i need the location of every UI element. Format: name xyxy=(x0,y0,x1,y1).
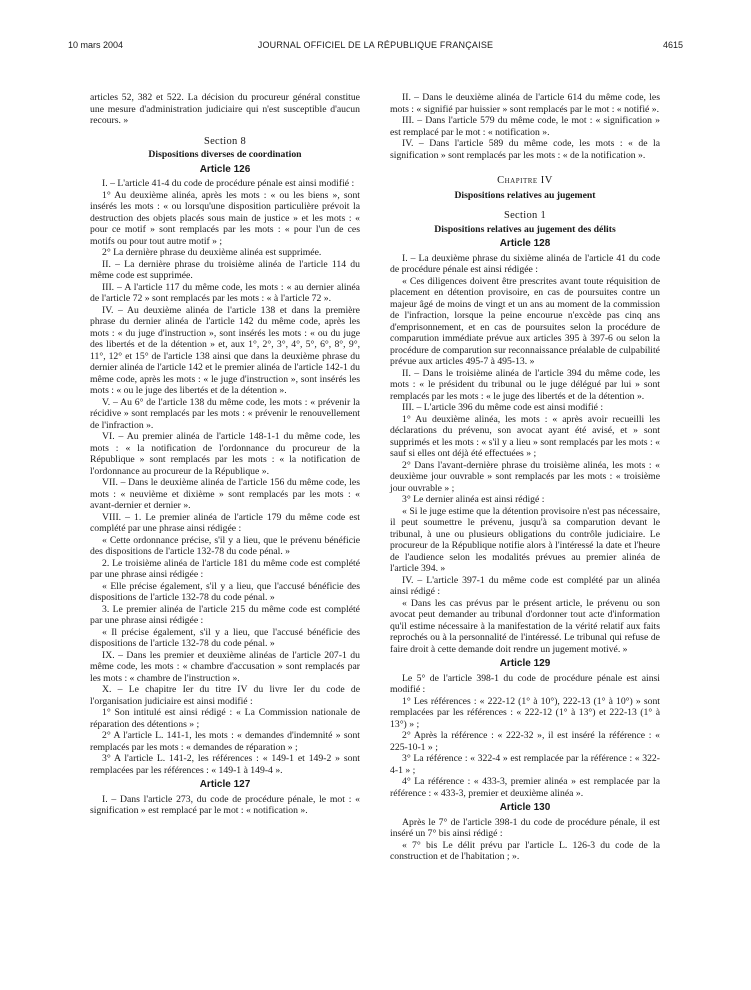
journal-title: JOURNAL OFFICIEL DE LA RÉPUBLIQUE FRANÇAISE xyxy=(257,40,494,50)
paragraph: IV. – L'article 397-1 du même code est complété par un alinéa ainsi rédigé : xyxy=(390,574,660,597)
paragraph: IV. – Dans l'article 589 du même code, les mots : « de la signification » sont remplacés par les mots : « de la notification ». xyxy=(390,138,660,161)
paragraph: II. – Dans le deuxième alinéa de l'article 614 du même code, les mots : « signifié par huissier » sont remplacés par le mot : « notifié ». xyxy=(390,92,660,115)
left-column xyxy=(90,92,360,817)
paragraph: 2. Le troisième alinéa de l'article 181 du même code est complété par une phrase ainsi rédigée : xyxy=(90,557,360,580)
paragraph: « 7° bis Le délit prévu par l'article L. 126-3 du code de la construction et de l'habitation ; ». xyxy=(390,839,660,862)
dispositions-heading: Dispositions diverses de coordination xyxy=(148,149,302,160)
paragraph: II. – Dans le troisième alinéa de l'article 394 du même code, les mots : « le président du tribunal ou le juge délégué par lui » sont remplacés par les mots : « le juge des libertés et de la détention ». xyxy=(390,367,660,402)
paragraph: 4° La référence : « 433-3, premier alinéa » est remplacée par la référence : « 433-3, premier et deuxième alinéa ». xyxy=(390,776,660,799)
paragraph: 2° Après la référence : « 222-32 », il est inséré la référence : « 225-10-1 » ; xyxy=(390,730,660,753)
paragraph: « Cette ordonnance précise, s'il y a lieu, que le prévenu bénéficie des dispositions de l'article 132-78 du code pénal. » xyxy=(90,534,360,557)
paragraph: VIII. – 1. Le premier alinéa de l'article 179 du même code est complété par une phrase ainsi rédigée : xyxy=(90,511,360,534)
paragraph: I. – L'article 41-4 du code de procédure pénale est ainsi modifié : xyxy=(102,178,355,189)
paragraph: VII. – Dans le deuxième alinéa de l'article 156 du même code, les mots : « neuvième et dixième » sont remplacés par les mots : « avant-dernier et dernier ». xyxy=(90,477,360,511)
paragraph: 2° La dernière phrase du deuxième alinéa est supprimée. xyxy=(102,247,322,258)
article-heading: Article 130 xyxy=(499,802,551,813)
dispositions-heading: Dispositions relatives au jugement xyxy=(454,189,596,201)
paragraph: 3° A l'article L. 141-2, les références : « 149-1 et 149-2 » sont remplacées par les références : « 149-1 à 149-4 ». xyxy=(90,753,360,776)
paragraph: V. – Au 6° de l'article 138 du même code, les mots : « prévenir la récidive » sont remplacés par les mots : « prévenir le renouvellement de l'infraction ». xyxy=(90,396,360,431)
chapter-heading: Chapitre IV xyxy=(497,175,553,186)
article-heading: Article 126 xyxy=(199,163,251,175)
dispositions-heading: Dispositions relatives au jugement des délits xyxy=(434,223,616,235)
paragraph: X. – Le chapitre Ier du titre IV du livre Ier du code de l'organisation judiciaire est ainsi modifié : xyxy=(90,684,360,707)
section-heading: Section 8 xyxy=(203,135,247,147)
paragraph: IV. – Au deuxième alinéa de l'article 138 et dans la première phrase du dernier alinéa de l'article 142 du même code, après les mots : « du juge d'instruction », sont insérés les mots : « ou du juge des libertés et de la détention » et, aux 1°, 2°, 3°, 4°, 5°, 6°, 8°, 9°, 11°, 12° et 15° de l'article 138 ainsi que dans la deuxième phrase du dernier alinéa de l'article 142 et le premier alinéa de l'article 142-1 du même code, après les mots : « le juge d'instruction », sont insérés les mots : « ou le juge des libertés et de la détention ». xyxy=(90,304,360,396)
issue-date: 10 mars 2004 xyxy=(68,40,124,50)
paragraph: VI. – Au premier alinéa de l'article 148-1-1 du même code, les mots : « la notification de l'ordonnance du procureur de la République » sont remplacés par les mots : « la notification de l'ordonnance au procureur de la République ». xyxy=(90,431,360,477)
page-number: 4615 xyxy=(662,40,683,50)
paragraph: « Elle précise également, s'il y a lieu, que l'accusé bénéficie des dispositions de l'article 132-78 du code pénal. » xyxy=(90,580,360,603)
paragraph: 3. Le premier alinéa de l'article 215 du même code est complété par une phrase ainsi rédigée : xyxy=(90,603,360,626)
paragraph: 3° Le dernier alinéa est ainsi rédigé : xyxy=(402,494,545,505)
article-heading: Article 127 xyxy=(199,779,251,790)
paragraph: IX. – Dans les premier et deuxième alinéas de l'article 207-1 du même code, les mots : « chambre d'accusation » sont remplacés par les mots : « chambre de l'instruction ». xyxy=(90,649,360,684)
paragraph: 1° Son intitulé est ainsi rédigé : « La Commission nationale de réparation des détentions » ; xyxy=(90,707,360,730)
paragraph: « Ces diligences doivent être prescrites avant toute réquisition de placement en détention provisoire, en cas de poursuites contre un majeur âgé de moins de vingt et un ans au moment de la commission de l'infraction, lorsque la peine encourue n'excède pas cinq ans d'emprisonnement, et en cas de poursuites selon la procédure de comparution immédiate prévue aux articles 395 à 397-6 ou selon la procédure de comparution sur reconnaissance préalable de culpabilité prévue aux articles 495-7 à 495-13. » xyxy=(390,275,660,367)
paragraph: Le 5° de l'article 398-1 du code de procédure pénale est ainsi modifié : xyxy=(390,672,660,695)
paragraph: II. – La dernière phrase du troisième alinéa de l'article 114 du même code est supprimée. xyxy=(90,258,360,281)
paragraph: III. – Dans l'article 579 du même code, le mot : « signification » est remplacé par le mot : « notification ». xyxy=(390,115,660,138)
right-column xyxy=(390,92,660,863)
paragraph: « Dans les cas prévus par le présent article, le prévenu ou son avocat peut demander au tribunal d'ordonner tout acte d'information qu'il estime nécessaire à la manifestation de la vérité relatif aux faits reprochés ou à la personnalité de l'intéressé. Le tribunal qui refuse de faire droit à cette demande doit rendre un jugement motivé. » xyxy=(390,597,660,655)
paragraph: Après le 7° de l'article 398-1 du code de procédure pénale, il est inséré un 7° bis ainsi rédigé : xyxy=(390,816,660,839)
section-heading: Section 1 xyxy=(503,210,547,221)
paragraph: 1° Au deuxième alinéa, les mots : « après avoir recueilli les déclarations du prévenu, son avocat ayant été avisé, et » sont supprimés et les mots : « s'il y a lieu » sont remplacés par les mots : « sauf si elles ont déjà été effectuées » ; xyxy=(390,413,660,459)
paragraph: articles 52, 382 et 522. La décision du procureur général constitue une mesure d'administration judiciaire qui n'est susceptible d'aucun recours. » xyxy=(90,92,360,126)
paragraph: 2° A l'article L. 141-1, les mots : « demandes d'indemnité » sont remplacés par les mots : « demandes de réparation » ; xyxy=(90,730,360,753)
paragraph: « Il précise également, s'il y a lieu, que l'accusé bénéficie des dispositions de l'article 132-78 du code pénal. » xyxy=(90,626,360,649)
article-heading: Article 129 xyxy=(499,658,551,669)
article-heading: Article 128 xyxy=(499,238,551,249)
paragraph: I. – Dans l'article 273, du code de procédure pénale, le mot : « signification » est remplacé par le mot : « notification ». xyxy=(90,793,360,816)
paragraph: 1° Les références : « 222-12 (1° à 10°), 222-13 (1° à 10°) » sont remplacées par les références : « 222-12 (1° à 13°) et 222-13 (1° à 13°) » ; xyxy=(390,695,660,730)
paragraph: I. – La deuxième phrase du sixième alinéa de l'article 41 du code de procédure pénale est ainsi rédigée : xyxy=(390,252,660,275)
paragraph: 3° La référence : « 322-4 » est remplacée par la référence : « 322-4-1 » ; xyxy=(390,753,660,776)
paragraph: « Si le juge estime que la détention provisoire n'est pas nécessaire, il peut soumettre le prévenu, jusqu'à sa comparution devant le tribunal, à une ou plusieurs obligations du contrôle judiciaire. Le procureur de la République notifie alors à l'intéressé la date et l'heure de l'audience selon les modalités prévues au premier alinéa de l'article 394. » xyxy=(390,505,660,574)
page-header xyxy=(68,40,683,54)
paragraph: III. – A l'article 117 du même code, les mots : « au dernier alinéa de l'article 72 » sont remplacés par les mots : « à l'article 72 ». xyxy=(90,281,360,304)
paragraph: 1° Au deuxième alinéa, après les mots : « ou les biens », sont insérés les mots : « ou lorsqu'une disposition particulière prévoit la destruction des objets placés sous main de justice » et les mots : « pour ce motif » sont remplacés par les mots : « pour l'un de ces motifs ou pour tout autre motif » ; xyxy=(90,189,360,247)
paragraph: 2° Dans l'avant-dernière phrase du troisième alinéa, les mots : « deuxième jour ouvrable » sont remplacés par les mots : « troisième jour ouvrable » ; xyxy=(390,459,660,494)
paragraph: III. – L'article 396 du même code est ainsi modifié : xyxy=(402,402,604,413)
